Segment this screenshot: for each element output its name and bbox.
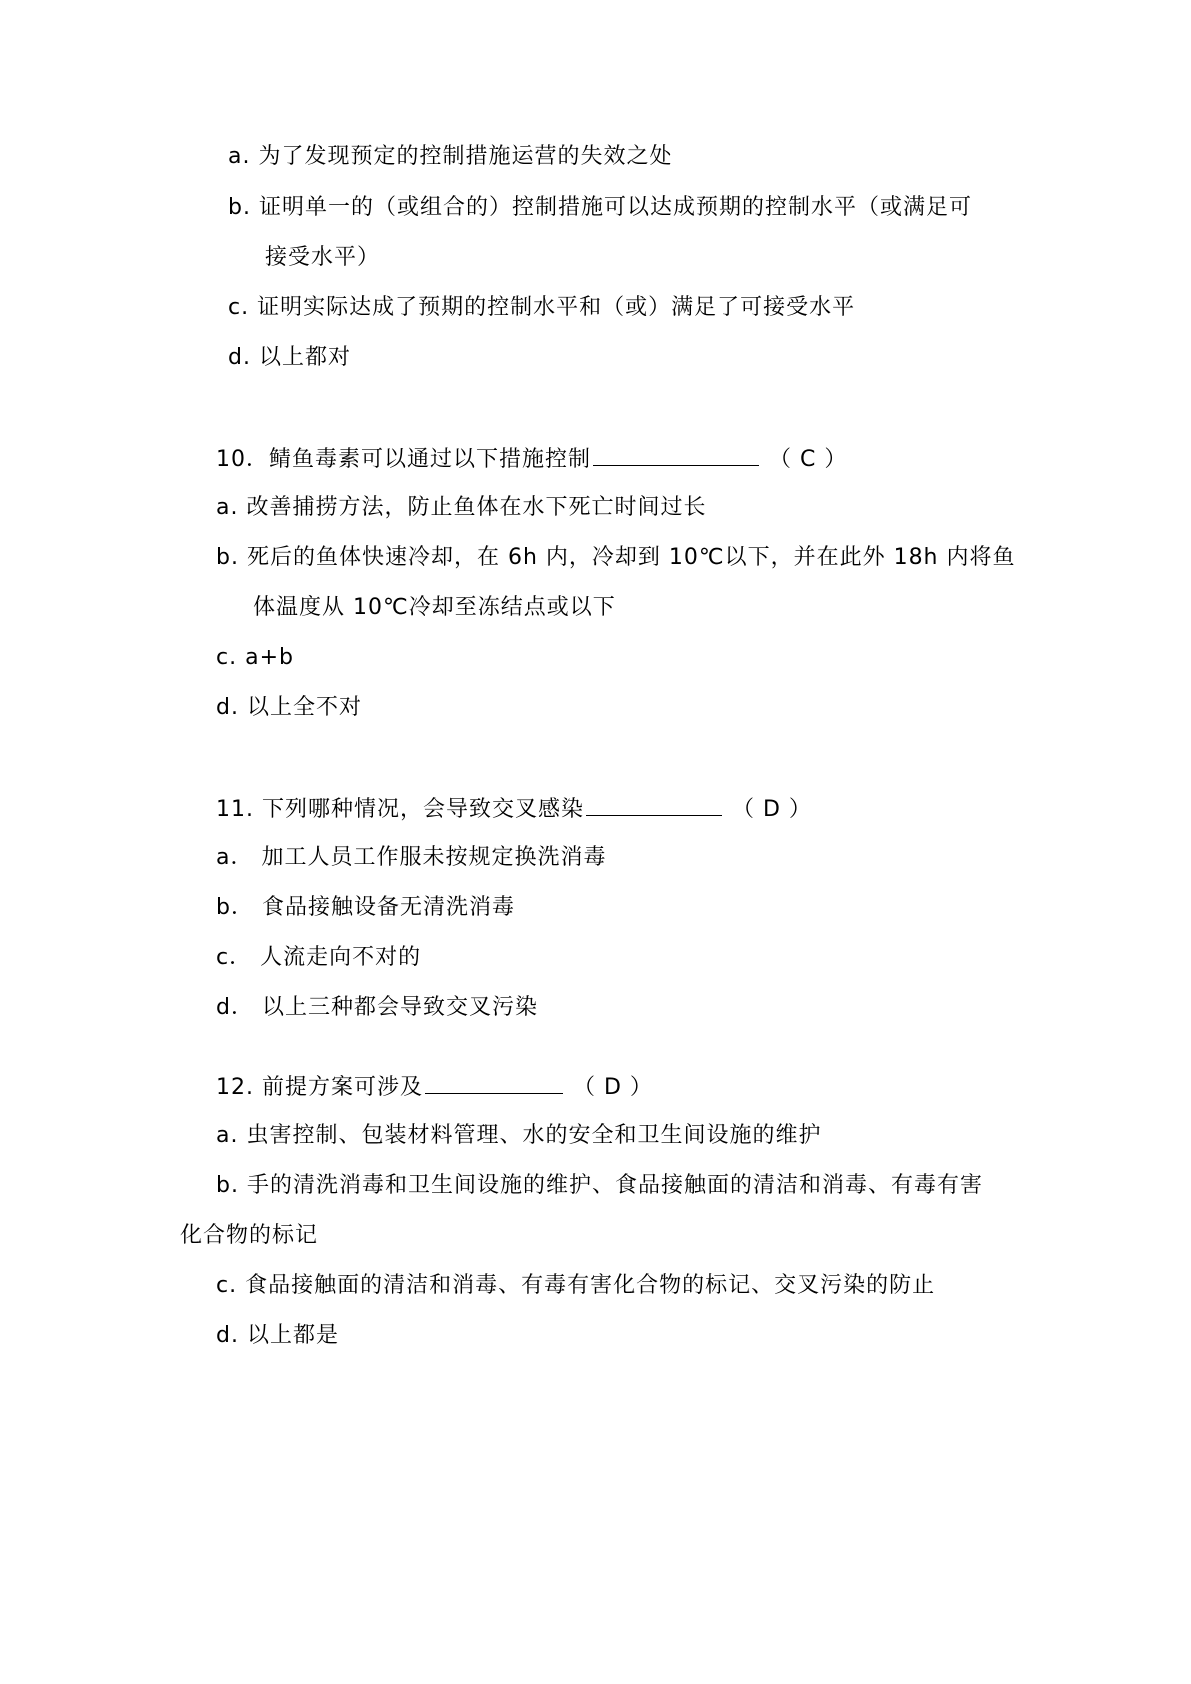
- q11-option-b: b． 食品接触设备无清洗消毒: [216, 895, 515, 920]
- q10-option-d: d. 以上全不对: [216, 695, 362, 720]
- q12-option-b-line1: b. 手的清洗消毒和卫生间设施的维护、食品接触面的清洁和消毒、有毒有害: [216, 1173, 983, 1198]
- q12-question: [216, 1071, 653, 1103]
- q9-option-a: a. 为了发现预定的控制措施运营的失效之处: [228, 144, 673, 169]
- q12-answer: （ D ）: [572, 1075, 653, 1100]
- q12-option-c: c. 食品接触面的清洁和消毒、有毒有害化合物的标记、交叉污染的防止: [216, 1273, 936, 1298]
- q10-answer-blank: [593, 443, 759, 466]
- q9-option-d: d. 以上都对: [228, 345, 351, 370]
- q9-option-b-line1: b. 证明单一的（或组合的）控制措施可以达成预期的控制水平（或满足可: [228, 195, 972, 220]
- q10-option-b-line2: 体温度从 10℃冷却至冻结点或以下: [253, 595, 616, 620]
- q10-option-c: c. a+b: [216, 645, 294, 670]
- q12-option-b-line2: 化合物的标记: [180, 1223, 319, 1248]
- q10-question: [216, 443, 847, 475]
- q12-stem: 12. 前提方案可涉及: [216, 1075, 423, 1100]
- q9-option-b-line2: 接受水平）: [265, 245, 381, 270]
- q12-answer-blank: [425, 1071, 563, 1094]
- q11-question: [216, 793, 812, 825]
- q12-option-d: d. 以上都是: [216, 1323, 339, 1348]
- q11-option-c: c． 人流走向不对的: [216, 945, 422, 970]
- q10-stem: 10．鲭鱼毒素可以通过以下措施控制: [216, 447, 591, 472]
- q11-stem: 11. 下列哪种情况，会导致交叉感染: [216, 797, 584, 822]
- q12-option-a: a. 虫害控制、包装材料管理、水的安全和卫生间设施的维护: [216, 1123, 822, 1148]
- q11-option-d: d． 以上三种都会导致交叉污染: [216, 995, 538, 1020]
- q11-option-a: a． 加工人员工作服未按规定换洗消毒: [216, 845, 607, 870]
- q9-option-c: c. 证明实际达成了预期的控制水平和（或）满足了可接受水平: [228, 295, 856, 320]
- q11-answer-blank: [586, 793, 722, 816]
- q11-answer: （ D ）: [731, 797, 812, 822]
- q10-option-b-line1: b. 死后的鱼体快速冷却，在 6h 内，冷却到 10℃以下，并在此外 18h 内将鱼: [216, 545, 1016, 570]
- q10-option-a: a. 改善捕捞方法，防止鱼体在水下死亡时间过长: [216, 495, 707, 520]
- q10-answer: （ C ）: [769, 447, 848, 472]
